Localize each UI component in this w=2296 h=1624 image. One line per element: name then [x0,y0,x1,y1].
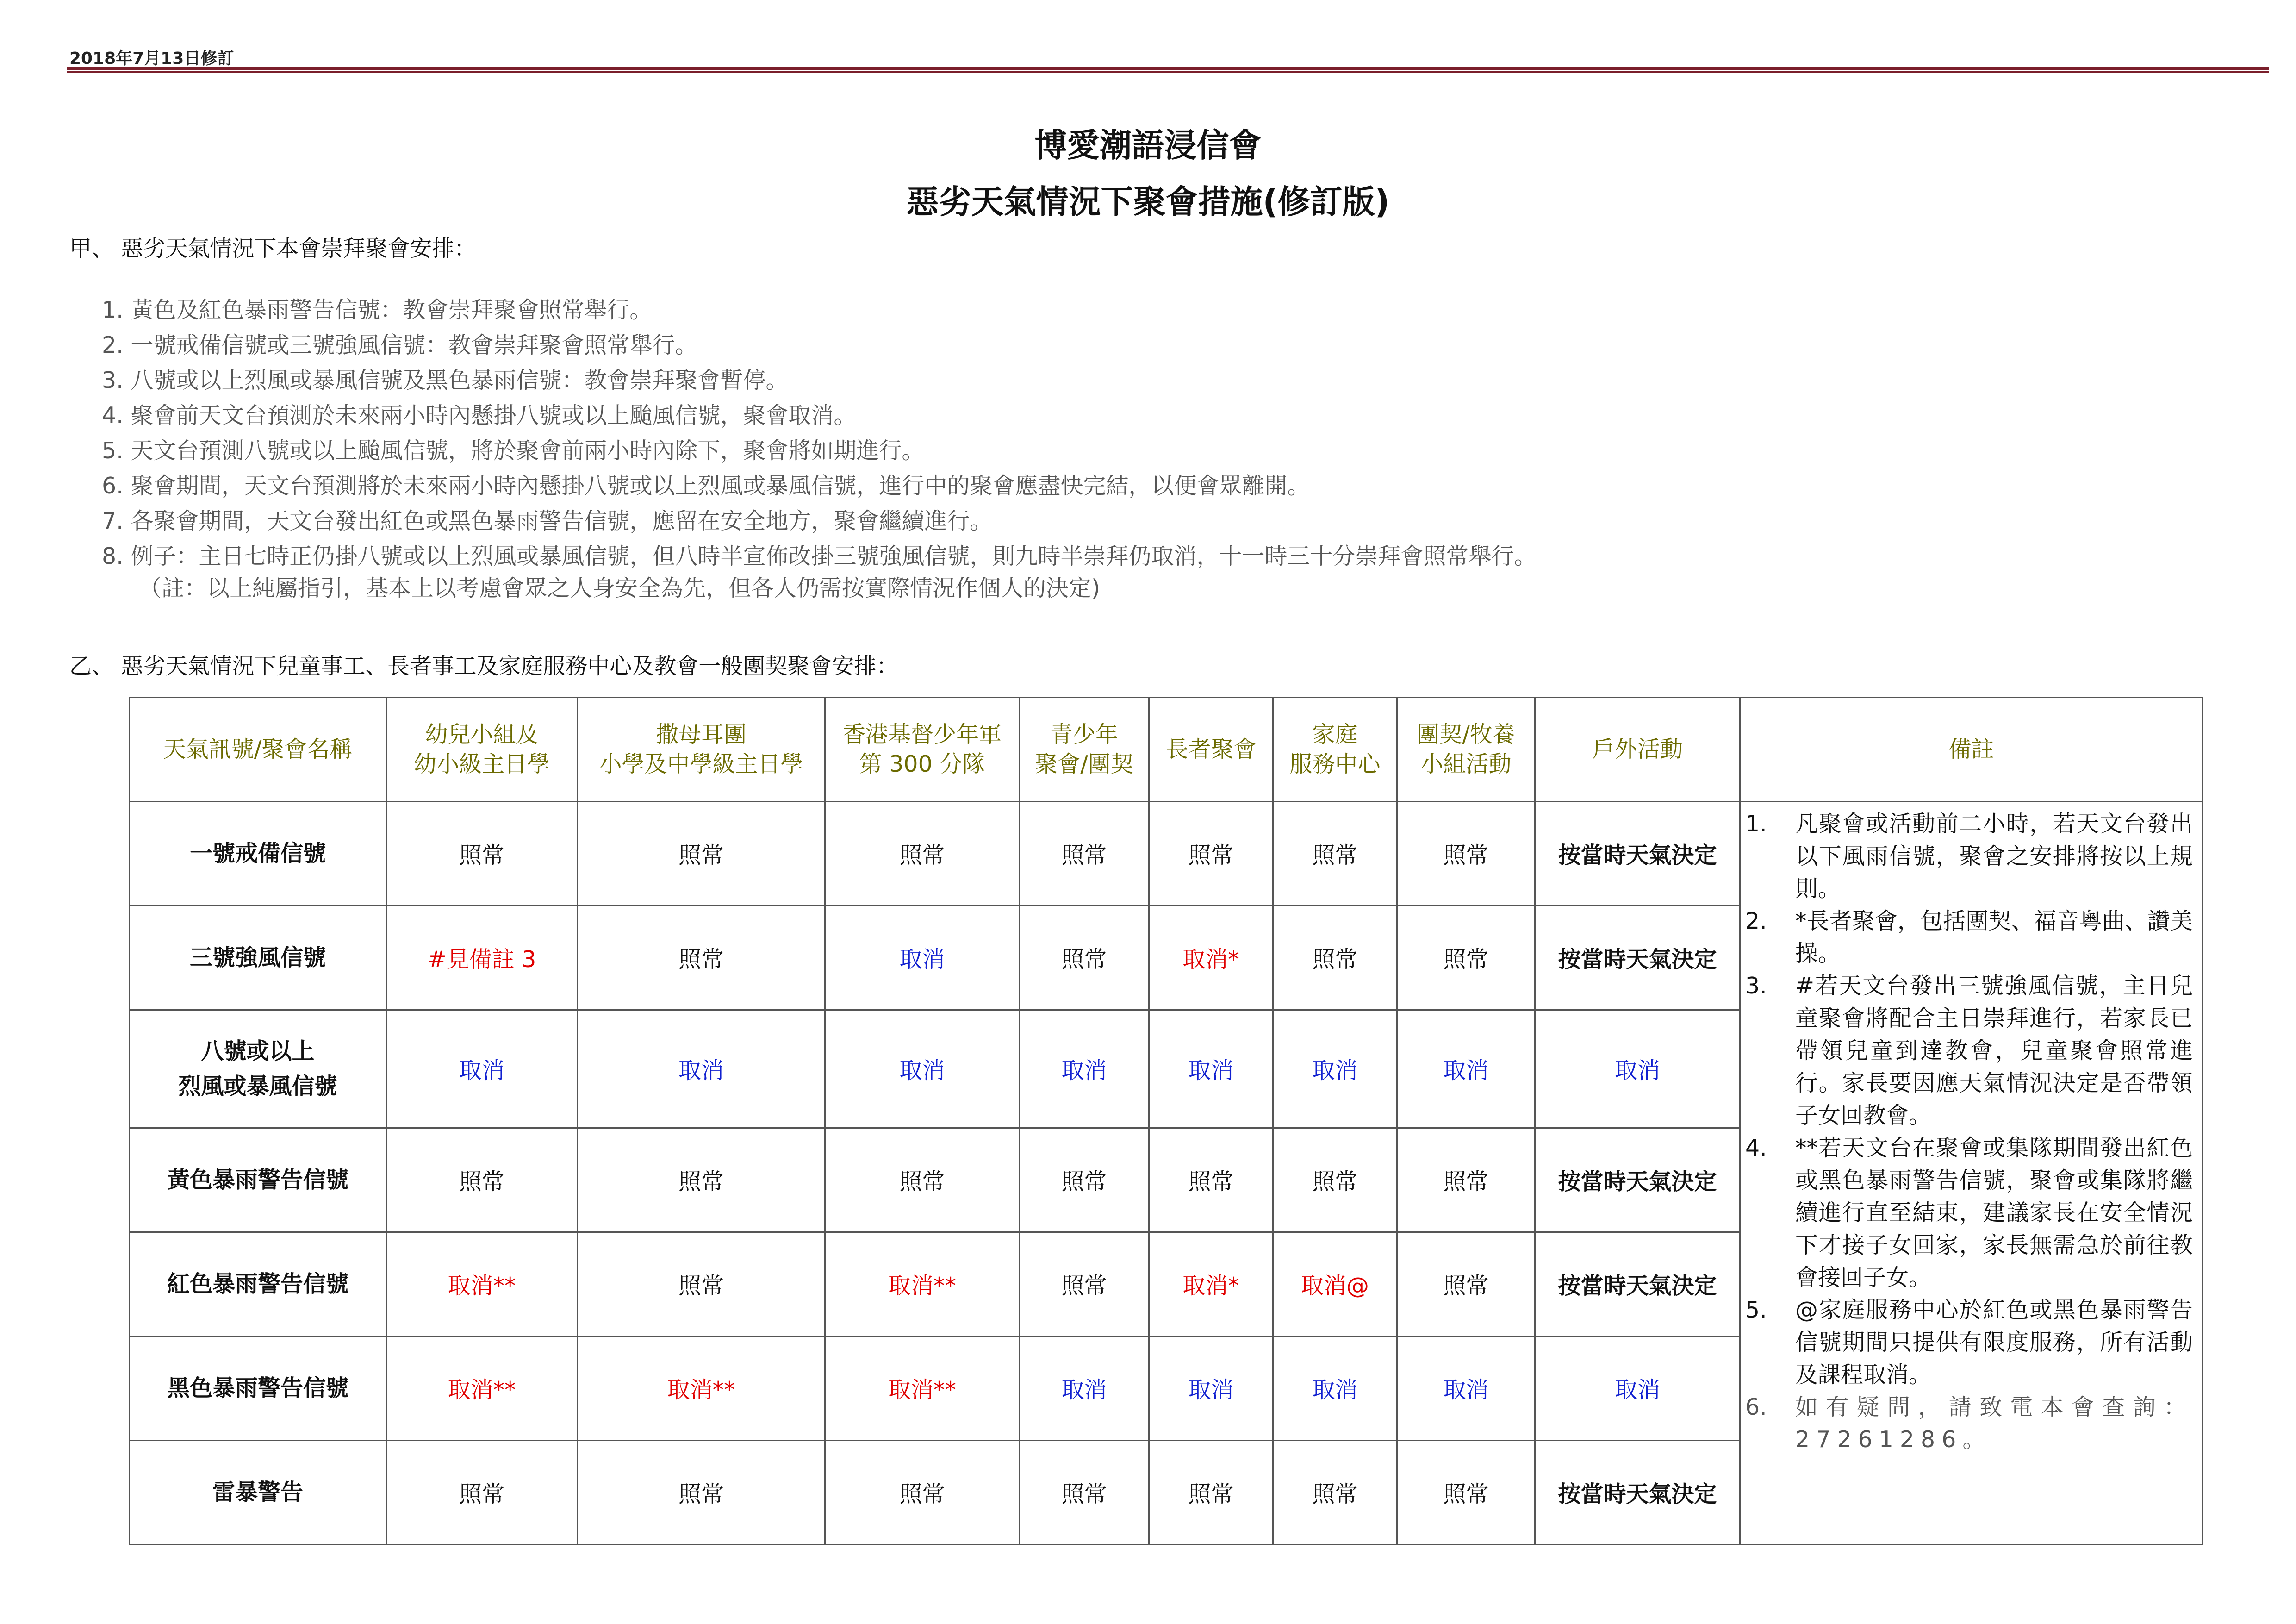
rule-item: 8. 例子：主日七時正仍掛八號或以上烈風或暴風信號，但八時半宣佈改掛三號強風信號，則九時半崇拜仍取消，十一時三十分崇拜會照常舉行。 [102,543,1537,569]
arrangement-cell: 取消** [386,1337,578,1441]
column-header: 青少年 聚會/團契 [1020,698,1149,802]
remark-number: 6. [1745,1394,1767,1420]
remark-number: 5. [1745,1297,1767,1323]
section-a-note: （註：以上純屬指引，基本上以考慮會眾之人身安全為先，但各人仍需按實際情況作個人的決定) [139,575,1101,601]
signal-name: 三號強風信號 [130,906,386,1010]
column-header: 天氣訊號/聚會名稱 [130,698,386,802]
document-title: 惡劣天氣情況下聚會措施(修訂版) [906,183,1390,221]
signal-name: 雷暴警告 [130,1441,386,1545]
arrangement-cell: 取消 [825,906,1020,1010]
column-header: 家庭 服務中心 [1273,698,1397,802]
arrangement-cell: 照常 [386,802,578,906]
header-rule [67,67,2269,73]
arrangement-cell: 照常 [825,1441,1020,1545]
remark-number: 2. [1745,908,1767,934]
remarks-cell [1740,802,2203,1545]
arrangement-cell: 照常 [578,1441,825,1545]
remark-item [1745,1294,2193,1391]
arrangement-cell: 按當時天氣決定 [1535,802,1740,906]
section-a-heading: 甲、 惡劣天氣情況下本會崇拜聚會安排： [69,236,477,262]
arrangement-table [129,697,2203,1545]
column-header: 撒母耳團 小學及中學級主日學 [578,698,825,802]
signal-name: 一號戒備信號 [130,802,386,906]
arrangement-cell: 照常 [1020,1441,1149,1545]
signal-name: 黑色暴雨警告信號 [130,1337,386,1441]
arrangement-cell: 照常 [386,1441,578,1545]
arrangement-cell: 照常 [1273,1128,1397,1232]
arrangement-cell: 取消** [386,1232,578,1337]
remark-item [1745,808,2193,905]
arrangement-cell: 照常 [578,1128,825,1232]
arrangement-cell: 照常 [1273,1441,1397,1545]
remark-number: 3. [1745,973,1767,999]
arrangement-cell: 照常 [1149,802,1273,906]
remarks-list [1741,802,2202,1456]
table-row [130,802,2203,906]
remark-text: 如有疑問，請致電本會查詢：27261286。 [1795,1394,2193,1453]
signal-name: 紅色暴雨警告信號 [130,1232,386,1337]
rule-item: 5. 天文台預測八號或以上颱風信號，將於聚會前兩小時內除下，聚會將如期進行。 [102,437,925,464]
section-b-heading: 乙、 惡劣天氣情況下兒童事工、長者事工及家庭服務中心及教會一般團契聚會安排： [69,653,899,679]
arrangement-cell: 取消 [1273,1010,1397,1128]
column-header: 戶外活動 [1535,698,1740,802]
rule-item: 2. 一號戒備信號或三號強風信號：教會崇拜聚會照常舉行。 [102,332,698,358]
remark-item [1745,1132,2193,1294]
arrangement-cell: 照常 [1397,802,1535,906]
remark-text: *長者聚會，包括團契、福音粵曲、讚美操。 [1795,908,2193,967]
arrangement-cell: 取消** [578,1337,825,1441]
arrangement-cell: 取消* [1149,1232,1273,1337]
arrangement-cell: 照常 [1397,1128,1535,1232]
arrangement-cell: 照常 [1149,1128,1273,1232]
arrangement-cell: 照常 [578,906,825,1010]
arrangement-cell: 取消 [1535,1010,1740,1128]
revision-date: 2018年7月13日修訂 [69,49,234,68]
remark-text: #若天文台發出三號強風信號，主日兒童聚會將配合主日崇拜進行，若家長已帶領兒童到達教會，兒童聚會照常進行。家長要因應天氣情況決定是否帶領子女回教會。 [1795,973,2193,1129]
remark-text: **若天文台在聚會或集隊期間發出紅色或黑色暴雨警告信號，聚會或集隊將繼續進行直至結束，建議家長在安全情況下才接子女回家，家長無需急於前往教會接回子女。 [1795,1135,2193,1291]
arrangement-cell: 照常 [1397,906,1535,1010]
remark-item [1745,905,2193,970]
arrangement-cell: 取消 [1397,1337,1535,1441]
arrangement-cell: 照常 [825,802,1020,906]
arrangement-cell: 照常 [825,1128,1020,1232]
arrangement-cell: 取消 [825,1010,1020,1128]
arrangement-cell: #見備註 3 [386,906,578,1010]
arrangement-cell: 按當時天氣決定 [1535,1441,1740,1545]
arrangement-cell: 取消** [825,1232,1020,1337]
arrangement-cell: 按當時天氣決定 [1535,1128,1740,1232]
arrangement-cell: 照常 [1020,1128,1149,1232]
arrangement-cell: 取消 [578,1010,825,1128]
arrangement-cell: 照常 [1020,802,1149,906]
arrangement-cell: 照常 [1020,906,1149,1010]
arrangement-cell: 取消 [1535,1337,1740,1441]
arrangement-cell: 取消 [1149,1010,1273,1128]
arrangement-cell: 取消 [1020,1010,1149,1128]
column-header: 香港基督少年軍 第 300 分隊 [825,698,1020,802]
rule-item: 6. 聚會期間，天文台預測將於未來兩小時內懸掛八號或以上烈風或暴風信號，進行中的聚會應盡快完結，以便會眾離開。 [102,473,1310,499]
rule-item: 3. 八號或以上烈風或暴風信號及黑色暴雨信號：教會崇拜聚會暫停。 [102,367,789,394]
arrangement-cell: 照常 [386,1128,578,1232]
rule-item: 7. 各聚會期間，天文台發出紅色或黑色暴雨警告信號，應留在安全地方，聚會繼續進行。 [102,508,993,534]
arrangement-cell: 照常 [1273,906,1397,1010]
column-header: 團契/牧養 小組活動 [1397,698,1535,802]
remark-number: 4. [1745,1135,1767,1161]
remark-item [1745,1391,2193,1456]
arrangement-cell: 取消 [1273,1337,1397,1441]
arrangement-cell: 照常 [1397,1441,1535,1545]
remark-number: 1. [1745,811,1767,837]
arrangement-cell: 取消** [825,1337,1020,1441]
rule-item: 1. 黃色及紅色暴雨警告信號：教會崇拜聚會照常舉行。 [102,297,653,323]
column-header: 長者聚會 [1149,698,1273,802]
arrangement-cell: 取消 [1149,1337,1273,1441]
arrangement-cell: 取消@ [1273,1232,1397,1337]
arrangement-cell: 取消* [1149,906,1273,1010]
remark-text: 凡聚會或活動前二小時，若天文台發出以下風雨信號，聚會之安排將按以上規則。 [1795,811,2193,902]
arrangement-cell: 取消 [1020,1337,1149,1441]
arrangement-cell: 照常 [1397,1232,1535,1337]
table-body [130,698,2203,1545]
rule-item: 4. 聚會前天文台預測於未來兩小時內懸掛八號或以上颱風信號，聚會取消。 [102,402,857,429]
column-header: 幼兒小組及 幼小級主日學 [386,698,578,802]
remark-text: @家庭服務中心於紅色或黑色暴雨警告信號期間只提供有限度服務，所有活動及課程取消。 [1795,1297,2193,1388]
table-header-row [130,698,2203,802]
section-a-rules [102,293,1537,574]
column-header: 備註 [1740,698,2203,802]
church-name: 博愛潮語浸信會 [1034,126,1262,164]
arrangement-cell: 取消 [1397,1010,1535,1128]
signal-name: 八號或以上 烈風或暴風信號 [130,1010,386,1128]
arrangement-cell: 按當時天氣決定 [1535,906,1740,1010]
arrangement-cell: 照常 [1020,1232,1149,1337]
arrangement-cell: 照常 [1149,1441,1273,1545]
arrangement-cell: 按當時天氣決定 [1535,1232,1740,1337]
arrangement-cell: 照常 [1273,802,1397,906]
remark-item [1745,970,2193,1132]
arrangement-cell: 取消 [386,1010,578,1128]
arrangement-cell: 照常 [578,802,825,906]
arrangement-cell: 照常 [578,1232,825,1337]
signal-name: 黃色暴雨警告信號 [130,1128,386,1232]
